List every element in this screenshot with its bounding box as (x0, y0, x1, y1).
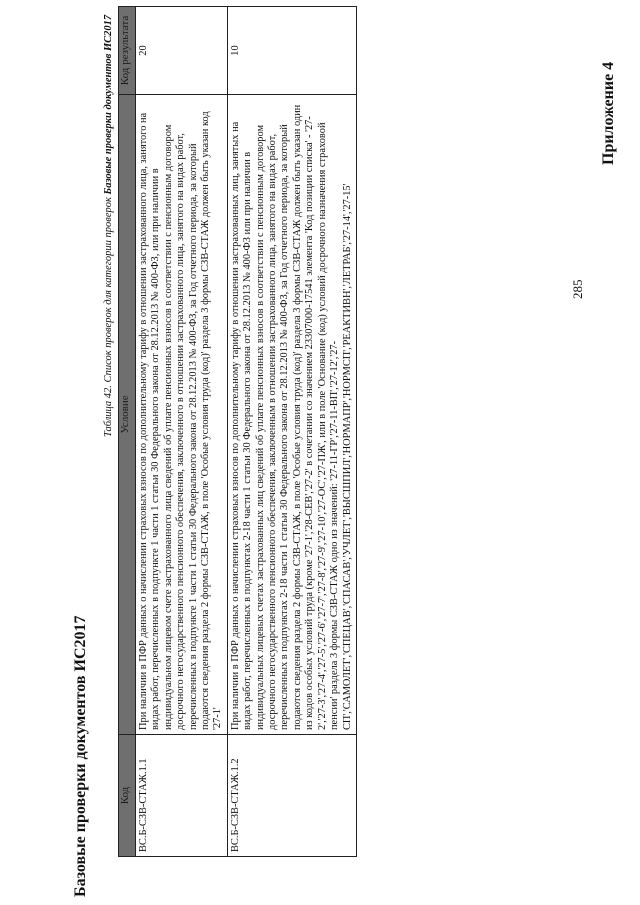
caption-category: Базовые проверки документов ИС2017 (103, 14, 114, 195)
table-row (227, 7, 356, 857)
page-number: 285 (570, 279, 585, 299)
row-code: ВС.Б-СЗВ-СТАЖ.1.2 (227, 735, 356, 857)
row-condition: При наличии в ПФР данных о начислении страховых взносов по дополнительному тарифу в отношении застрахованного лица, занятого на видах работ, перечисленных в подпункте 1 части 1 статьи 30 Федерального закона от 28.12.2013 № 400-ФЗ, или при наличии в индивидуальном лицевом счете застрахованного лица сведений об уплате пенсионных взносов в соответствии с пенсионным договором досрочного негосударственного пенсионного обеспечения, заключенного в отношении застрахованного лица, занятого на видах работ, перечисленных в подпункте 1 части 1 статьи 30 Федерального закона от 28.12.2013 № 400-ФЗ, за Год отчетного периода, за который подаются сведения раздела 2 формы СЗВ-СТАЖ, в поле 'Особые условия труда (код)' раздела 3 формы СЗВ-СТАЖ должен быть указан код '27-1' (136, 95, 228, 735)
header-result-code: Код результата (119, 7, 136, 95)
row-condition: При наличии в ПФР данных о начислении страховых взносов по дополнительному тарифу в отношении застрахованных лиц, занятых на видах работ, перечисленных в подпунктах 2-18 части 1 статьи 30 Федерального закона от 28.12.2013 № 400-ФЗ или при наличии в индивидуальных лицевых счетах застрахованных лиц сведений об уплате пенсионных взносов в соответствии с пенсионным договором досрочного негосударственного пенсионного обеспечения, заключенным в отношении застрахованного лица, занятого на видах работ, перечисленных в подпунктах 2-18 части 1 статьи 30 Федерального закона от 28.12.2013 № 400-ФЗ, за Год отчетного периода, за который подаются сведения раздела 2 формы СЗВ-СТАЖ, в поле 'Особые условия труда (код)' раздела 3 формы СЗВ-СТАЖ должен быть указан один из кодов особых условий труда (кроме '27-1','28-СЕВ','27-2' в сочетании со значением 23307000-17541 элемента 'Код позиции списка' - '27-2','27-3','27-4','27-5','27-6','27-7','27-8','27-9','27-10','27-ОС','27-ПЖ', или в поле 'Основание (код) условий досрочного назначения страховой пенсии' раздела 3 формы СЗВ-СТАЖ одно из значений: '27-11-ГР','27-11-ВП','27-12','27-СП','САМОЛЕТ','СПЕЦАВ','СПАСАВ','УЧЛЕТ','ВЫСШПИЛ','НОРМАПР','НОРМСП','РЕАКТИВН','ЛЕТРАБ','27-14','27-15' (227, 95, 356, 735)
row-result-code: 10 (227, 7, 356, 95)
table-row (136, 7, 228, 857)
checks-table (118, 6, 357, 857)
table-header-row (119, 7, 136, 857)
header-condition: Условие (119, 95, 136, 735)
appendix-label: Приложение 4 (600, 61, 617, 165)
header-code: Код (119, 735, 136, 857)
table-caption (103, 15, 114, 437)
row-code: ВС.Б-СЗВ-СТАЖ.1.1 (136, 735, 228, 857)
page-heading: Базовые проверки документов ИС2017 (72, 615, 89, 897)
row-result-code: 20 (136, 7, 228, 95)
caption-lead: Таблица 42. Список проверок для категории проверок (103, 197, 114, 437)
